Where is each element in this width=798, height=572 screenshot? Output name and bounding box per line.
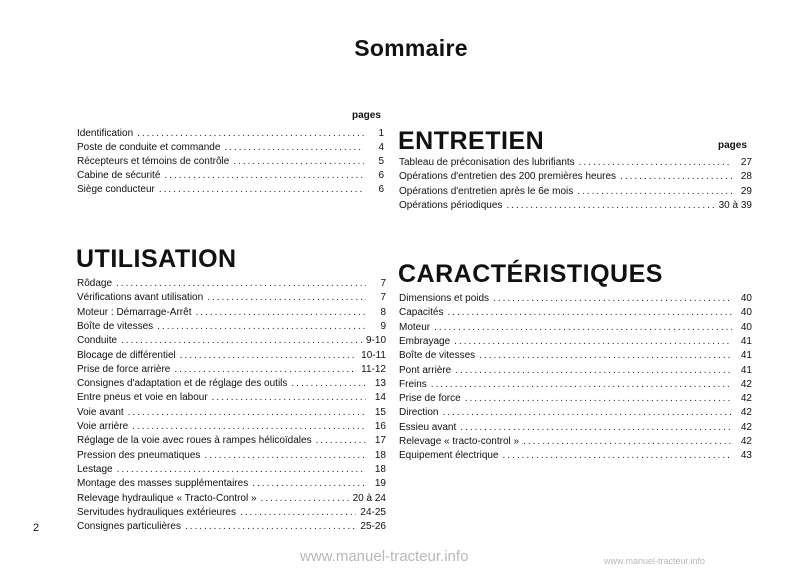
toc-entry <box>77 477 386 490</box>
toc-entry-page: 7 <box>380 278 386 289</box>
toc-entry-page: 9-10 <box>365 335 386 347</box>
toc-leader-dots <box>523 435 732 448</box>
toc-entry-label: Moteur <box>399 321 431 333</box>
toc-entry-label: Boîte de vitesses <box>399 350 476 362</box>
toc-entry-page: 42 <box>740 421 752 433</box>
toc-leader-dots <box>207 291 366 304</box>
toc-entry-label: Consignes particulières <box>77 521 181 533</box>
toc-entry-label: Réglage de la voie avec roues à rampes hélicoïdales <box>77 435 312 447</box>
toc-entry <box>399 349 752 362</box>
toc-entry <box>399 421 752 434</box>
toc-leader-dots <box>195 306 366 319</box>
toc-entry-page: 40 <box>740 321 752 333</box>
toc-entry-label: Conduite <box>77 335 118 347</box>
toc-leader-dots <box>185 520 356 533</box>
toc-entry <box>399 321 752 334</box>
toc-entry-page: 6 <box>378 170 384 181</box>
pages-label-left: pages <box>352 110 381 121</box>
toc-leader-dots <box>159 183 364 196</box>
toc-leader-dots <box>180 349 357 362</box>
toc-entry <box>77 277 386 290</box>
toc-entry-page: 25-26 <box>360 521 386 533</box>
toc-entry-page: 11-12 <box>361 363 386 375</box>
toc-entry <box>77 306 386 319</box>
toc-entry-label: Poste de conduite et commande <box>77 142 221 153</box>
toc-entry <box>399 185 752 198</box>
toc-leader-dots <box>577 185 732 198</box>
toc-entry-page: 13 <box>374 378 386 390</box>
toc-entry <box>77 463 386 476</box>
section-heading-caracteristiques: CARACTÉRISTIQUES <box>398 260 663 288</box>
toc-entry-label: Opérations périodiques <box>399 199 503 211</box>
section-heading-entretien: ENTRETIEN <box>398 127 545 155</box>
toc-leader-dots <box>579 156 732 169</box>
toc-entry <box>77 127 384 140</box>
toc-entry <box>77 291 386 304</box>
toc-entry <box>77 349 386 362</box>
toc-entry <box>399 364 752 377</box>
toc-leader-dots <box>291 377 366 390</box>
toc-entry-label: Dimensions et poids <box>399 293 490 304</box>
toc-entry-label: Capacités <box>399 307 444 319</box>
toc-entry-page: 40 <box>740 307 752 319</box>
toc-leader-dots <box>460 421 732 434</box>
toc-entry-label: Moteur : Démarrage-Arrêt <box>77 306 192 318</box>
toc-entry <box>399 406 752 419</box>
toc-entry-page: 41 <box>740 350 752 362</box>
toc-entry <box>77 320 386 333</box>
toc-leader-dots <box>204 449 366 462</box>
toc-entry-page: 15 <box>374 406 386 418</box>
toc-leader-dots <box>174 363 357 376</box>
toc-entry <box>399 170 752 183</box>
toc-entry <box>77 169 384 182</box>
toc-entry-page: 17 <box>374 435 386 447</box>
toc-entry-page: 41 <box>740 335 752 347</box>
toc-entry-page: 4 <box>378 142 384 153</box>
toc-leader-dots <box>164 169 364 182</box>
toc-entry-label: Tableau de préconisation des lubrifiants <box>399 157 575 168</box>
toc-entry-label: Equipement électrique <box>399 450 499 462</box>
toc-entry-page: 28 <box>740 171 752 183</box>
toc-entry-page: 30 à 39 <box>718 199 752 211</box>
toc-entry-label: Prise de force <box>399 393 461 405</box>
toc-entry-page: 1 <box>378 128 384 139</box>
toc-entry-page: 16 <box>374 421 386 432</box>
page-title: Sommaire <box>354 35 468 61</box>
watermark-main: www.manuel-tracteur.info <box>300 548 469 565</box>
toc-entry-label: Voie avant <box>77 406 124 418</box>
toc-leader-dots <box>117 463 366 476</box>
toc-entry-label: Lestage <box>77 463 113 475</box>
toc-entry <box>77 363 386 376</box>
toc-entry <box>399 156 752 169</box>
toc-leader-dots <box>465 392 732 405</box>
toc-leader-dots <box>137 127 364 140</box>
toc-entry <box>77 434 386 447</box>
toc-entry-page: 40 <box>740 293 752 304</box>
toc-leader-dots <box>434 321 732 334</box>
toc-entry-label: Cabine de sécurité <box>77 170 161 181</box>
pages-label-right: pages <box>718 140 747 151</box>
toc-entry-page: 24-25 <box>360 506 386 518</box>
toc-leader-dots <box>442 406 732 419</box>
toc-entry-label: Siège conducteur <box>77 184 155 195</box>
toc-entry <box>399 435 752 448</box>
toc-leader-dots <box>233 155 364 168</box>
toc-entry <box>399 392 752 405</box>
toc-leader-dots <box>620 170 732 183</box>
toc-entry-page: 18 <box>374 449 386 461</box>
toc-entry <box>77 406 386 419</box>
toc-entry-label: Pont arrière <box>399 364 452 376</box>
toc-entry-label: Opérations d'entretien des 200 premières heures <box>399 171 617 183</box>
toc-entry-label: Essieu avant <box>399 421 457 433</box>
toc-entry-page: 43 <box>740 450 752 462</box>
toc-entry-page: 7 <box>380 292 386 304</box>
toc-entry <box>77 155 384 168</box>
toc-entry <box>399 335 752 348</box>
toc-entry-page: 42 <box>740 393 752 405</box>
toc-leader-dots <box>493 292 732 305</box>
toc-entry-label: Servitudes hydrauliques extérieures <box>77 506 236 518</box>
toc-entry-label: Récepteurs et témoins de contrôle <box>77 156 230 167</box>
toc-entry-page: 19 <box>374 478 386 490</box>
toc-entry-label: Relevage « tracto-control » <box>399 436 520 447</box>
toc-entry <box>77 449 386 462</box>
toc-leader-dots <box>316 434 366 447</box>
toc-leader-dots <box>157 320 366 333</box>
toc-entry <box>399 378 752 391</box>
toc-entry-page: 20 à 24 <box>352 492 386 504</box>
toc-entry-label: Opérations d'entretien après le 6e mois <box>399 185 574 197</box>
toc-entry-page: 10-11 <box>361 349 386 361</box>
toc-entry-label: Pression des pneumatiques <box>77 449 201 461</box>
toc-leader-dots <box>252 477 366 490</box>
toc-entry-page: 41 <box>740 364 752 376</box>
toc-entry-label: Consignes d'adaptation et de réglage des outils <box>77 378 288 390</box>
toc-entry-page: 14 <box>374 392 386 404</box>
toc-entry-label: Rôdage <box>77 278 113 289</box>
toc-entry <box>399 449 752 462</box>
watermark-small: www.manuel-tracteur.info <box>604 556 706 566</box>
toc-entry <box>399 292 752 305</box>
page-number: 2 <box>33 522 40 534</box>
toc-entry-label: Blocage de différentiel <box>77 349 176 361</box>
toc-leader-dots <box>261 492 349 505</box>
toc-entry-label: Entre pneus et voie en labour <box>77 392 208 404</box>
toc-leader-dots <box>479 349 732 362</box>
toc-entry <box>77 141 384 154</box>
toc-entry <box>77 377 386 390</box>
toc-entry-label: Voie arrière <box>77 421 129 432</box>
toc-leader-dots <box>116 277 366 290</box>
toc-leader-dots <box>455 364 732 377</box>
toc-entry <box>77 520 386 533</box>
toc-leader-dots <box>212 391 366 404</box>
toc-entry <box>77 183 384 196</box>
toc-entry <box>77 391 386 404</box>
toc-entry-label: Embrayage <box>399 335 451 347</box>
toc-leader-dots <box>506 199 714 212</box>
toc-entry <box>77 420 386 433</box>
toc-entry-page: 42 <box>740 378 752 390</box>
toc-entry-page: 42 <box>740 436 752 447</box>
toc-entry-label: Boîte de vitesses <box>77 320 154 332</box>
toc-leader-dots <box>447 306 732 319</box>
toc-leader-dots <box>454 335 732 348</box>
toc-entry-page: 42 <box>740 407 752 419</box>
toc-leader-dots <box>132 420 366 433</box>
toc-entry-page: 6 <box>378 184 384 195</box>
toc-entry <box>399 199 752 212</box>
toc-entry-page: 18 <box>374 463 386 475</box>
toc-entry-label: Montage des masses supplémentaires <box>77 478 249 490</box>
toc-leader-dots <box>431 378 732 391</box>
toc-entry <box>77 334 386 347</box>
toc-entry-page: 29 <box>740 185 752 197</box>
toc-leader-dots <box>224 141 364 154</box>
toc-entry-page: 9 <box>380 320 386 332</box>
toc-entry <box>77 492 386 505</box>
toc-entry <box>77 506 386 519</box>
toc-entry-label: Identification <box>77 128 134 139</box>
toc-entry-label: Direction <box>399 407 439 419</box>
toc-leader-dots <box>240 506 356 519</box>
toc-entry-page: 27 <box>740 157 752 168</box>
toc-entry-page: 5 <box>378 156 384 167</box>
toc-entry-label: Relevage hydraulique « Tracto-Control » <box>77 492 257 504</box>
toc-leader-dots <box>503 449 732 462</box>
toc-entry-page: 8 <box>380 306 386 318</box>
section-heading-utilisation: UTILISATION <box>76 245 237 273</box>
toc-entry-label: Freins <box>399 378 427 390</box>
toc-leader-dots <box>128 406 366 419</box>
toc-entry-label: Prise de force arrière <box>77 363 171 375</box>
toc-leader-dots <box>121 334 362 347</box>
toc-entry <box>399 306 752 319</box>
toc-entry-label: Vérifications avant utilisation <box>77 292 204 304</box>
